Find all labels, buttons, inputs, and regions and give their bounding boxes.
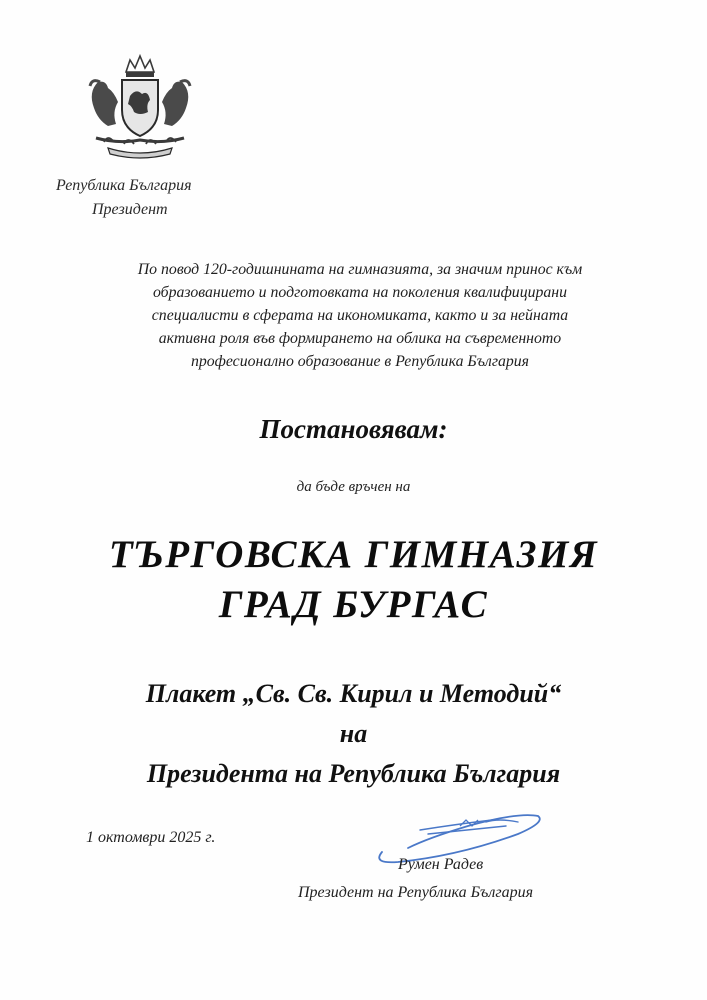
institution-line-2: Президент [92, 201, 168, 218]
preamble-line: По повод 120-годишнината на гимназията, за значим принос към [137, 261, 583, 278]
institution-line-1: Република България [56, 177, 192, 194]
preamble-line: специалисти в сферата на икономиката, както и за нейната [151, 307, 569, 324]
signer-name: Румен Радев [398, 856, 484, 873]
recipient-line-2: ГРАД БУРГАС [218, 583, 489, 626]
preamble-line: активна роля във формирането на облика на съвременното [158, 330, 562, 347]
issue-date: 1 октомври 2025 г. [86, 829, 216, 846]
decree-heading: Постановявам: [259, 414, 448, 444]
recipient-name [0, 530, 707, 630]
award-title [0, 674, 707, 794]
awarded-to-text: да бъде връчен на [296, 479, 411, 495]
preamble-text [40, 258, 680, 373]
preamble-line: образованието и подготовката на поколения квалифицирани [152, 284, 568, 301]
award-line-3: Президента на Република България [146, 759, 561, 788]
institution-header [56, 174, 276, 222]
award-line-1: Плакет „Св. Св. Кирил и Методий“ [145, 679, 562, 708]
preamble-line: професионално образование в Република България [190, 353, 530, 370]
recipient-line-1: ТЪРГОВСКА ГИМНАЗИЯ [108, 533, 599, 576]
coat-of-arms-emblem [78, 52, 202, 160]
signer-title: Президент на Република България [298, 884, 534, 901]
award-line-2: на [339, 719, 368, 748]
